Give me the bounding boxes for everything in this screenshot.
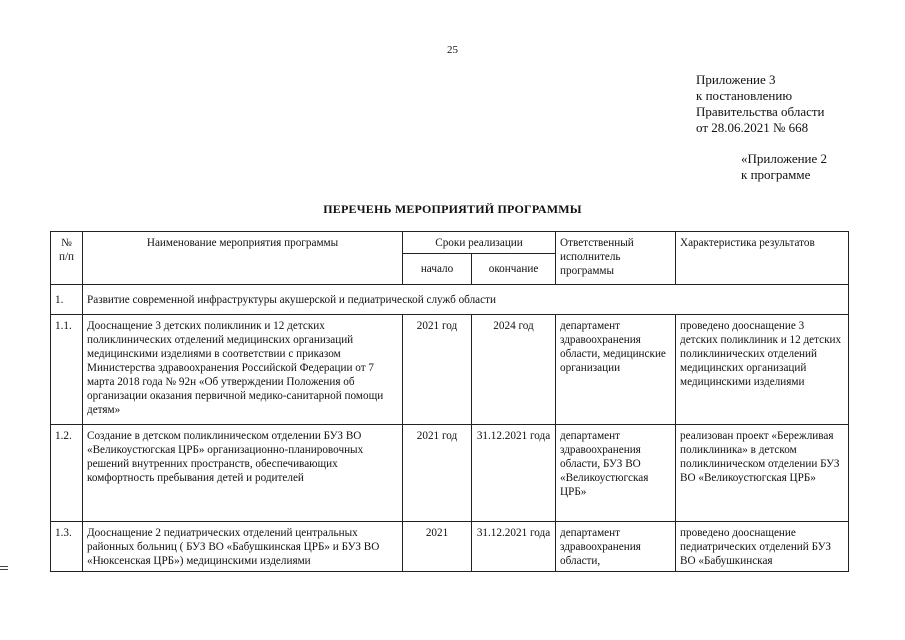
page-number: 25 <box>447 44 458 56</box>
header-responsible: Ответственный исполнитель программы <box>556 232 676 285</box>
appendix2-line: «Приложение 2 <box>741 151 828 166</box>
header-result: Характеристика результатов <box>676 232 849 285</box>
header-terms: Сроки реализации <box>403 232 556 254</box>
row-responsible: департамент здравоохранения области, медицинские организации <box>556 315 676 425</box>
appendix-line: Приложение 3 <box>696 72 776 87</box>
table-row <box>51 425 849 522</box>
header-num: № п/п <box>51 232 83 285</box>
row-name: Дооснащение 2 педиатрических отделений центральных районных больниц ( БУЗ ВО «Бабушкинская ЦРБ» и БУЗ ВО «Нюксенская ЦРБ») медицинскими изделиями <box>83 522 403 572</box>
table-header-row <box>51 232 849 254</box>
row-responsible: департамент здравоохранения области, <box>556 522 676 572</box>
row-result: проведено дооснащение 3 детских поликлиник и 12 детских поликлинических отделений медицинских организаций медицинскими изделиями <box>676 315 849 425</box>
row-end: 31.12.2021 года <box>472 522 556 572</box>
row-num: 1.2. <box>51 425 83 522</box>
section-num: 1. <box>51 285 83 315</box>
table-section-row <box>51 285 849 315</box>
row-name: Создание в детском поликлиническом отделении БУЗ ВО «Великоустюгская ЦРБ» организационно-планировочных решений внутренних пространств, обеспечивающих комфортность пребывания детей и родителей <box>83 425 403 522</box>
appendix2-line: к программе <box>741 167 811 182</box>
table-row <box>51 315 849 425</box>
appendix-line: от 28.06.2021 № 668 <box>696 120 809 135</box>
row-num: 1.3. <box>51 522 83 572</box>
appendix2-block <box>741 151 827 183</box>
appendix-line: Правительства области <box>696 104 825 119</box>
header-start: начало <box>403 254 472 285</box>
appendix-block <box>696 72 825 136</box>
row-num: 1.1. <box>51 315 83 425</box>
table-row <box>51 522 849 572</box>
margin-mark <box>0 569 8 570</box>
appendix-line: к постановлению <box>696 88 793 103</box>
document-title: ПЕРЕЧЕНЬ МЕРОПРИЯТИЙ ПРОГРАММЫ <box>323 202 582 216</box>
row-start: 2021 год <box>403 425 472 522</box>
header-name: Наименование мероприятия программы <box>83 232 403 285</box>
row-start: 2021 год <box>403 315 472 425</box>
row-result: реализован проект «Бережливая поликлиника» в детском поликлиническом отделении БУЗ ВО «Великоустюгская ЦРБ» <box>676 425 849 522</box>
section-title: Развитие современной инфраструктуры акушерской и педиатрической служб области <box>83 285 849 315</box>
margin-mark <box>0 566 8 567</box>
row-end: 31.12.2021 года <box>472 425 556 522</box>
row-end: 2024 год <box>472 315 556 425</box>
row-name: Дооснащение 3 детских поликлиник и 12 детских поликлинических отделений медицинских организаций медицинскими изделиями в соответствии с приказом Министерства здравоохранения Российской Федерации от 7 марта 2018 года № 92н «Об утверждении Положения об организации оказания первичной медико-санитарной помощи детям» <box>83 315 403 425</box>
row-responsible: департамент здравоохранения области, БУЗ ВО «Великоустюгская ЦРБ» <box>556 425 676 522</box>
row-result: проведено дооснащение педиатрических отделений БУЗ ВО «Бабушкинская <box>676 522 849 572</box>
measures-table <box>50 231 849 572</box>
row-start: 2021 <box>403 522 472 572</box>
header-end: окончание <box>472 254 556 285</box>
